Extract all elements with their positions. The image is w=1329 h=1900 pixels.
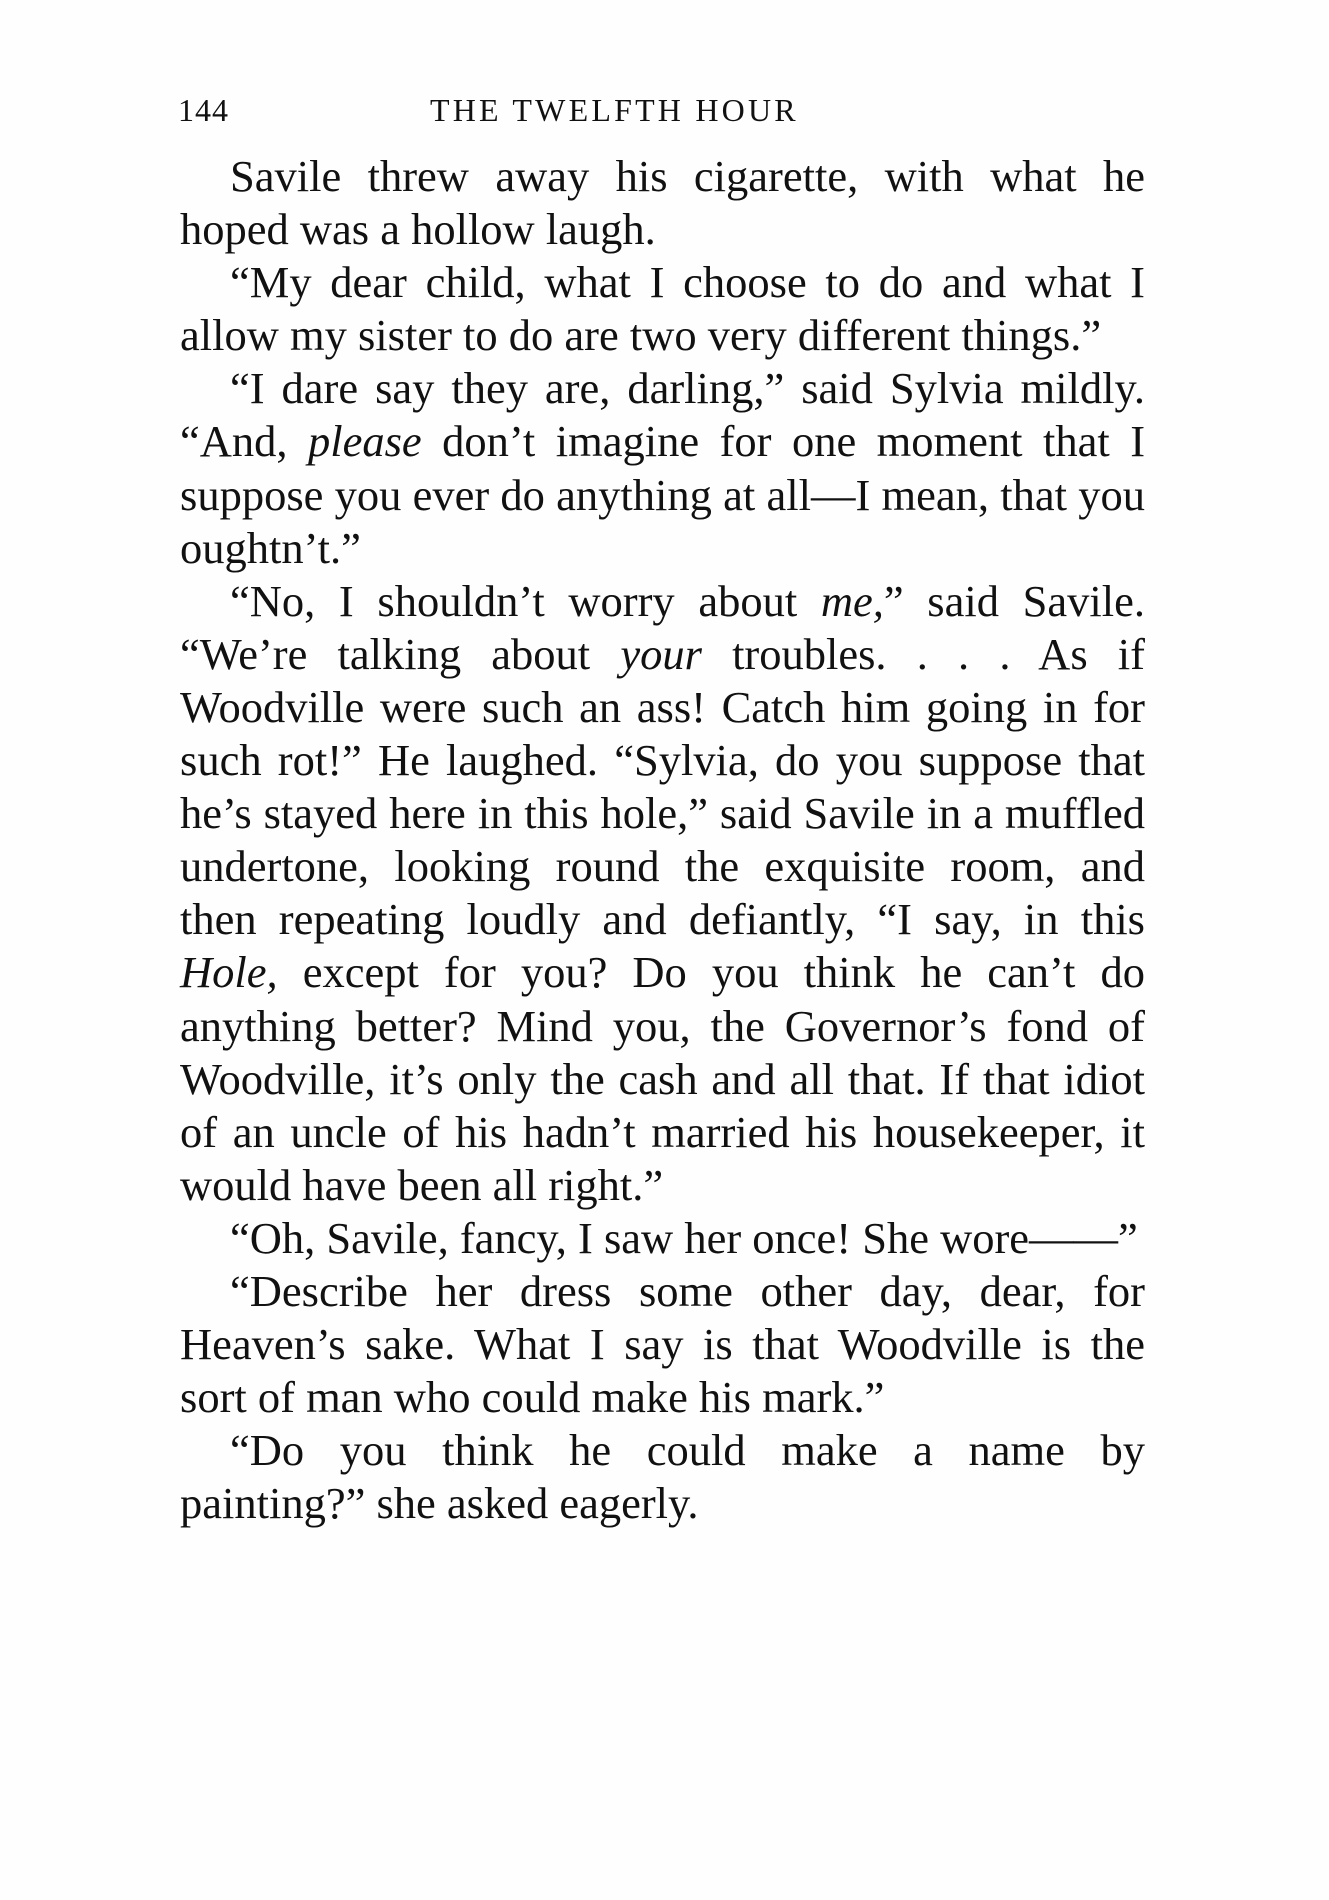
paragraph-3-text-a: “I dare say they are, darling,” said Sylvia mildly. “And, xyxy=(180,363,1145,467)
paragraph-2-text: “My dear child, what I choose to do and what I allow my sister to do are two very different things.” xyxy=(180,257,1145,361)
paragraph-4-emphasis-1: me, xyxy=(820,575,884,626)
paragraph-4-emphasis-2: your xyxy=(620,628,702,679)
page-number: 144 xyxy=(178,92,229,128)
paragraph-4-text-c: troubles. . . . As if Woodville were such an ass! Catch him going in for such rot!” He laughed. “Sylvia, do you suppose that he’s stayed here in this hole,” said Savile in a muffled undertone, looking round the exquisite room, and then repeating loudly and defiantly, “I say, in this xyxy=(180,628,1145,945)
paragraph-3-emphasis: please xyxy=(308,416,422,467)
running-title: THE TWELFTH HOUR xyxy=(430,92,799,128)
paragraph-7 xyxy=(180,1424,1145,1530)
paragraph-6 xyxy=(180,1265,1145,1424)
paragraph-6-text: “Describe her dress some other day, dear, for Heaven’s sake. What I say is that Woodville is the sort of man who could make his mark.” xyxy=(180,1265,1145,1423)
paragraph-5-text: “Oh, Savile, fancy, I saw her once! She wore——” xyxy=(230,1212,1138,1263)
paragraph-3 xyxy=(180,362,1145,574)
body-text xyxy=(180,150,1145,1530)
paragraph-3-text-b: don’t imagine for one moment that I suppose you ever do anything at all—I mean, that you oughtn’t.” xyxy=(180,416,1146,573)
paragraph-4-text-b: ” said Savile. “We’re talking about xyxy=(180,575,1145,679)
paragraph-1-text: Savile threw away his cigarette, with what he hoped was a hollow laugh. xyxy=(180,151,1145,255)
paragraph-4-text-d: except for you? Do you think he can’t do anything better? Mind you, the Governor’s fond of Woodville, it’s only the cash and all that. If that idiot of an uncle of his hadn’t married his housekeeper, it would have been all right.” xyxy=(180,947,1145,1210)
paragraph-1 xyxy=(180,150,1145,256)
page-header xyxy=(178,92,1138,132)
paragraph-2 xyxy=(180,256,1145,362)
paragraph-4 xyxy=(180,575,1145,1212)
paragraph-7-text: “Do you think he could make a name by painting?” she asked eagerly. xyxy=(180,1425,1145,1529)
paragraph-4-text-a: “No, I shouldn’t worry about xyxy=(230,575,821,626)
paragraph-5 xyxy=(180,1212,1145,1265)
paragraph-4-emphasis-3: Hole, xyxy=(180,947,278,998)
